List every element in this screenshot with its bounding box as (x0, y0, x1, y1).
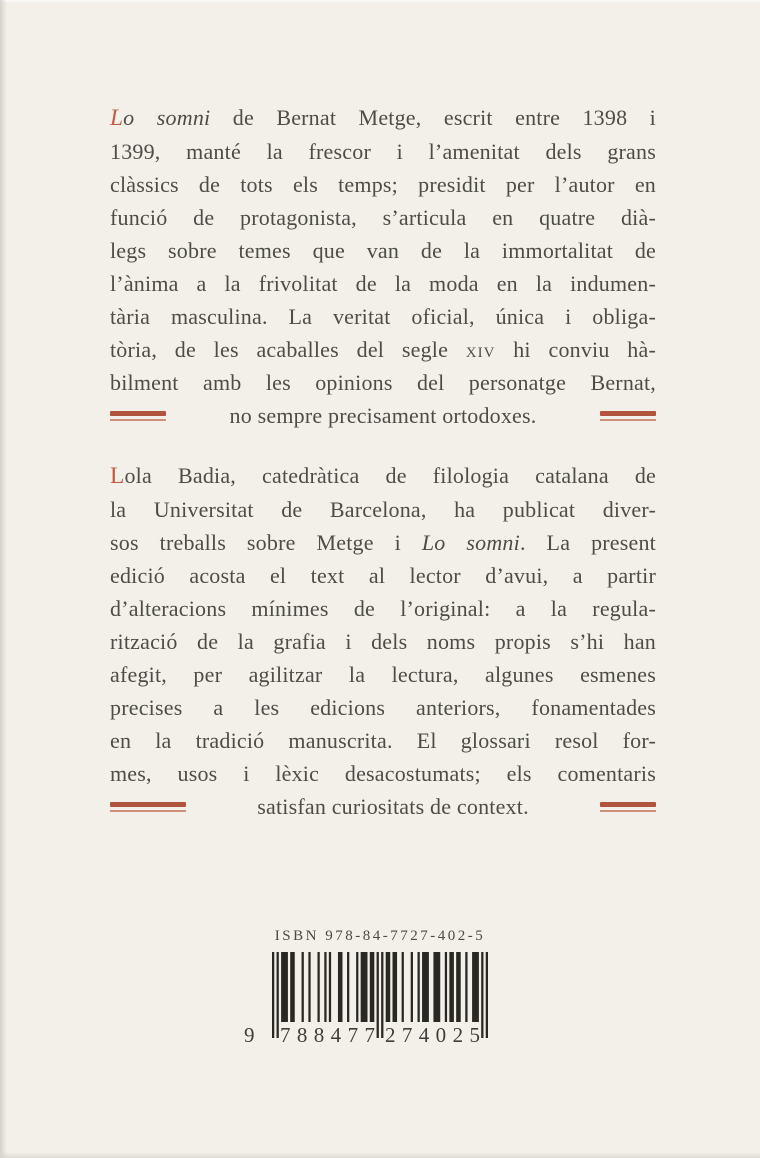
text-segment: de Bernat Metge, escrit entre 1398 i (210, 105, 656, 130)
initial-capital: L (110, 463, 125, 489)
double-rule-ornament-left (110, 802, 186, 812)
barcode-digit: 8 (313, 1023, 325, 1047)
double-rule-ornament-right (600, 411, 656, 421)
barcode-digit: 4 (330, 1023, 342, 1047)
text-line (110, 691, 656, 724)
text-line (110, 366, 656, 399)
double-rule-ornament-left (110, 411, 166, 421)
text-segment: xiv (465, 337, 496, 362)
text-segment: afegit, per agilitzar la lectura, algunes esmenes (110, 662, 656, 687)
text-segment: funció de protagonista, s’articula en quatre dià- (110, 205, 656, 230)
text-line (110, 234, 656, 267)
text-line (110, 168, 656, 201)
text-segment: tària masculina. La veritat oficial, única i obliga- (110, 304, 656, 329)
back-cover-text-block (110, 101, 656, 823)
text-segment: hi conviu hà- (495, 337, 656, 362)
barcode-digit: 7 (364, 1023, 375, 1047)
text-segment: la Universitat de Barcelona, ha publicat diver- (110, 497, 656, 522)
isbn-barcode-section (0, 928, 760, 1047)
text-line (110, 658, 656, 691)
paragraph-closing-row (110, 399, 656, 432)
paragraph-closing-line: no sempre precisament ortodoxes. (229, 403, 537, 428)
barcode-digit-group-left (280, 1023, 375, 1048)
text-segment: 1399, manté la frescor i l’amenitat dels grans (110, 139, 656, 164)
double-rule-ornament-right (600, 802, 656, 812)
text-segment: d’alteracions mínimes de l’original: a la regula- (110, 596, 656, 621)
text-line (110, 625, 656, 658)
scan-edge-bottom (0, 1152, 760, 1158)
text-segment: legs sobre temes que van de la immortalitat de (110, 238, 656, 263)
text-line (110, 724, 656, 757)
text-line (110, 559, 656, 592)
text-line (110, 757, 656, 790)
barcode-digit: 7 (347, 1023, 359, 1047)
text-line (110, 459, 656, 493)
barcode-digit-prefix: 9 (244, 1023, 255, 1047)
text-segment: ola Badia, catedràtica de filologia catalana de (124, 463, 656, 488)
isbn-label: ISBN 978-84-7727-402-5 (274, 928, 486, 944)
text-segment: . La present (519, 530, 656, 555)
text-line (110, 592, 656, 625)
barcode-digit: 2 (385, 1023, 396, 1047)
barcode-digit: 5 (469, 1023, 480, 1047)
text-segment: rització de la grafia i dels noms propis s’hi han (110, 629, 656, 654)
text-segment: tòria, de les acaballes del segle (110, 337, 466, 362)
text-segment: l’ànima a la frivolitat de la moda en la indumen- (110, 271, 656, 296)
barcode-digit: 0 (435, 1023, 447, 1047)
ean-barcode (244, 952, 488, 1047)
paragraph-closing-row (110, 790, 656, 823)
text-segment: sos treballs sobre Metge i (110, 530, 422, 555)
barcode-digit: 8 (296, 1023, 308, 1047)
barcode-digit-group-right (385, 1023, 480, 1048)
paragraph-closing-line: satisfan curiositats de context. (257, 794, 529, 819)
text-segment: Lo somni (421, 530, 520, 555)
barcode-digit: 4 (418, 1023, 430, 1047)
text-segment: precises a les edicions anteriors, fonamentades (110, 695, 656, 720)
barcode-digit: 7 (401, 1023, 413, 1047)
text-line (110, 201, 656, 234)
text-line (110, 267, 656, 300)
text-line (110, 300, 656, 333)
text-line (110, 526, 656, 559)
paragraph-editor-bio (110, 459, 656, 823)
text-segment: bilment amb les opinions del personatge Bernat, (110, 370, 656, 395)
initial-capital: L (110, 105, 124, 131)
barcode-digit: 2 (452, 1023, 464, 1047)
text-segment: edició acosta el text al lector d’avui, a partir (110, 563, 656, 588)
text-segment: o somni (123, 105, 211, 130)
text-line (110, 135, 656, 168)
barcode-digit: 7 (280, 1023, 291, 1047)
scan-edge-top (0, 0, 760, 3)
paragraph-book-description (110, 101, 656, 432)
text-line (110, 101, 656, 135)
text-segment: mes, usos i lèxic desacostumats; els comentaris (110, 761, 656, 786)
text-line (110, 333, 656, 366)
text-line (110, 493, 656, 526)
text-segment: en la tradició manuscrita. El glossari resol for- (110, 728, 656, 753)
text-segment: clàssics de tots els temps; presidit per l’autor en (110, 172, 656, 197)
